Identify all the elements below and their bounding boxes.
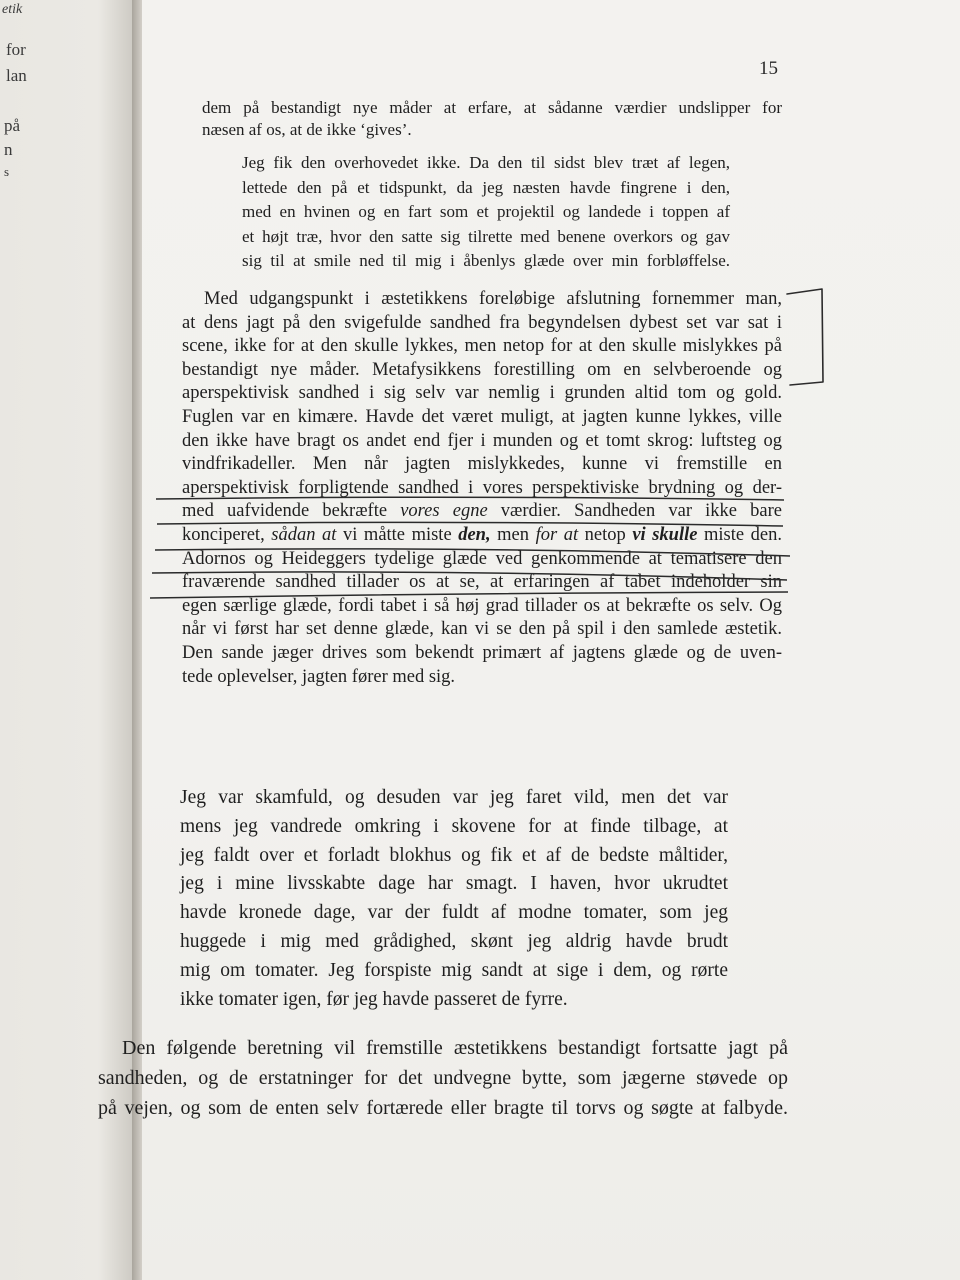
text-line: bestandigt nye måder. Metafysikkens forestilling om en selvberoende og: [182, 359, 782, 380]
text-line: vindfrikadeller. Men når jagten mislykkedes, kunne vi fremstille en: [182, 454, 782, 475]
text-line: Med udgangspunkt i æstetikkens foreløbige afslutning fornemmer man,: [204, 289, 782, 309]
text-line: aperspektivisk sandhed i sig selv var nemlig i grunden altid tom og gold.: [182, 383, 782, 404]
text-line: næsen af os, at de ikke ‘gives’.: [202, 120, 412, 139]
page-number: 15: [759, 58, 778, 79]
text-line: når vi først har set denne glæde, kan vi se den på spil i den samlede æstetik.: [182, 619, 782, 640]
text-segment: værdier.: [487, 501, 575, 522]
emphasis-den: den,: [458, 524, 491, 545]
left-page-fragment: n: [4, 140, 13, 159]
text-line: [182, 524, 782, 548]
right-page: [98, 0, 960, 1280]
left-page-fragment: på: [4, 116, 21, 135]
emphasis-for-at: for at: [535, 524, 579, 545]
left-page-fragment: for: [6, 40, 26, 59]
text-segment: vi måtte miste: [336, 524, 459, 545]
left-page-fragment: etik: [2, 2, 23, 17]
text-line: Jeg var skamfuld, og desuden var jeg faret vild, men det var: [180, 787, 728, 808]
text-line: huggede i mig med grådighed, skønt jeg aldrig havde brudt: [180, 930, 728, 952]
text-line: havde kronede dage, var der fuldt af modne tomater, som jeg: [180, 902, 728, 924]
text-line: Fuglen var en kimære. Havde det været muligt, at jagten kunne lykkes, ville: [182, 406, 782, 427]
text-segment: konciperet,: [182, 524, 272, 545]
emphasis-vi-skulle: vi skulle: [632, 524, 698, 545]
text-line: et højt træ, hvor den satte sig tilrette med benene overkors og gav: [242, 226, 730, 246]
text-segment: med uafvidende bekræfte: [182, 501, 401, 522]
text-line: lettede den på et tidspunkt, da jeg næsten havde fingrene i den,: [242, 177, 730, 197]
paragraph-1: [202, 97, 782, 141]
text-line: mens jeg vandrede omkring i skovene for at finde tilbage, at: [180, 815, 728, 837]
paragraph-3: [98, 1033, 788, 1123]
text-line: fraværende sandhed tillader os at se, at erfaringen af tabet indeholder sin: [182, 572, 782, 593]
text-segment: Sandheden var ikke bare: [574, 501, 782, 522]
block-quote-1: [242, 151, 730, 274]
text-line: Adornos og Heideggers tydelige glæde ved genkommende at tematisere den: [182, 548, 782, 569]
text-line: dem på bestandigt nye måder at erfare, at sådanne værdier undslipper for: [202, 98, 782, 117]
text-line: med en hvinen og en fart som et projektil og landede i toppen af: [242, 202, 730, 221]
text-line: jeg faldt over et forladt blokhus og fik et af de bedste måltider,: [180, 844, 728, 866]
block-quote-2: [180, 784, 728, 1014]
text-line: Den sande jæger drives som bekendt primært af jagtens glæde og de uven-: [182, 642, 782, 663]
text-line: på vejen, og som de enten selv fortærede eller bragte til torvs og søgte at falbyde.: [98, 1097, 788, 1119]
paragraph-2: [182, 288, 782, 689]
left-page-fragment: s: [4, 164, 10, 179]
text-line: [182, 500, 782, 524]
text-line: jeg i mine livsskabte dage har smagt. I haven, hvor ukrudtet: [180, 873, 728, 895]
text-segment: miste den.: [697, 524, 782, 545]
emphasis-vores-egne: vores egne: [400, 501, 488, 522]
text-segment: netop: [578, 524, 633, 545]
text-line: scene, ikke for at den skulle lykkes, men netop for at den skulle mislykkes på: [182, 336, 782, 357]
text-line: at dens jagt på den svigefulde sandhed fra begyndelsen dybest set var sat i: [182, 312, 782, 333]
text-line: mig om tomater. Jeg forspiste mig sandt at sige i dem, og rørte: [180, 959, 728, 981]
text-line: ikke tomater igen, før jeg havde passeret de fyrre.: [180, 988, 568, 1010]
text-line: tede oplevelser, jagten fører med sig.: [182, 666, 456, 687]
left-page-fragment: lan: [6, 66, 27, 85]
text-line: Jeg fik den overhovedet ikke. Da den til sidst blev træt af legen,: [242, 153, 730, 172]
text-line: sandheden, og de erstatninger for det undvegne bytte, som jægerne støvede op: [98, 1067, 788, 1089]
text-line: egen særlige glæde, fordi tabet i så høj grad tillader os at bekræfte os selv. Og: [182, 595, 782, 616]
text-segment: men: [490, 524, 536, 545]
text-line: den ikke have bragt os andet end fjer i munden og et tomt skrog: luftsteg og: [182, 430, 782, 451]
text-line: Den følgende beretning vil fremstille æstetikkens bestandigt fortsatte jagt på: [122, 1037, 788, 1059]
emphasis-sadan-at: sådan at: [271, 524, 337, 545]
text-line: sig til at smile ned til mig i åbenlys glæde over min forbløffelse.: [242, 251, 730, 270]
text-line: aperspektivisk forpligtende sandhed i vores perspektiviske brydning og der-: [182, 477, 782, 498]
